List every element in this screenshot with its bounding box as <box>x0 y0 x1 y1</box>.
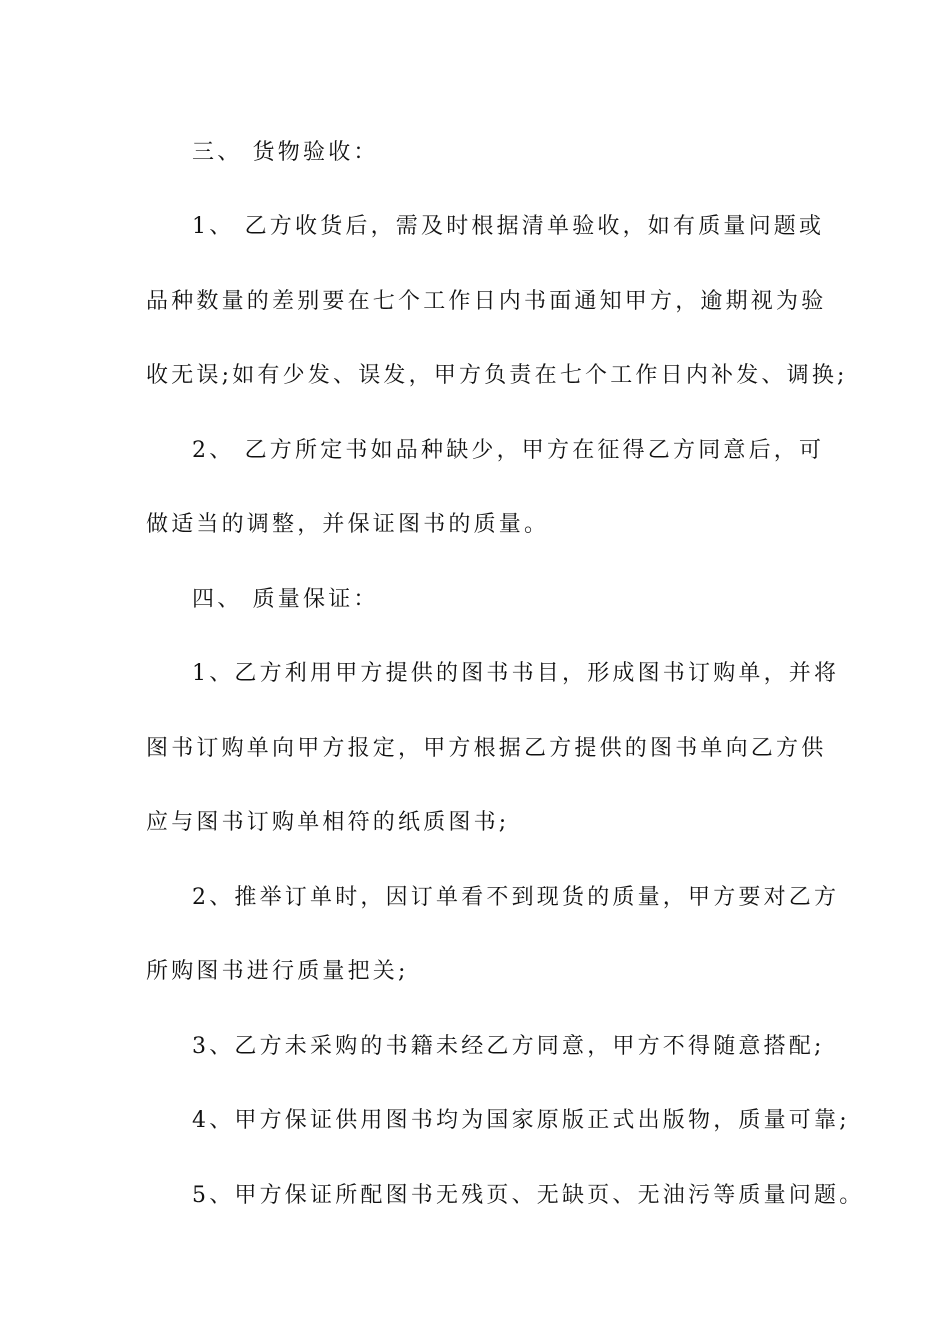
paragraph-line: 图书订购单向甲方报定，甲方根据乙方提供的图书单向乙方供 <box>146 736 827 761</box>
paragraph-line: 2、 乙方所定书如品种缺少，甲方在征得乙方同意后，可 <box>192 438 825 463</box>
paragraph-line: 收无误;如有少发、误发，甲方负责在七个工作日内补发、调换; <box>146 363 848 388</box>
paragraph-line: 品种数量的差别要在七个工作日内书面通知甲方，逾期视为验 <box>146 289 827 314</box>
paragraph-line: 1、乙方利用甲方提供的图书书目，形成图书订购单，并将 <box>192 661 840 686</box>
paragraph-line: 做适当的调整，并保证图书的质量。 <box>146 512 550 537</box>
section-heading-acceptance: 三、 货物验收： <box>192 140 379 165</box>
paragraph-line: 1、 乙方收货后，需及时根据清单验收，如有质量问题或 <box>192 214 825 239</box>
section-heading-quality: 四、 质量保证： <box>192 587 379 612</box>
paragraph-line: 2、推举订单时，因订单看不到现货的质量，甲方要对乙方 <box>192 885 840 910</box>
paragraph-line: 所购图书进行质量把关; <box>146 959 409 984</box>
paragraph-line: 4、甲方保证供用图书均为国家原版正式出版物，质量可靠; <box>192 1108 850 1133</box>
paragraph-line: 5、甲方保证所配图书无残页、无缺页、无油污等质量问题。 <box>192 1183 865 1208</box>
paragraph-line: 3、乙方未采购的书籍未经乙方同意，甲方不得随意搭配; <box>192 1034 825 1059</box>
paragraph-line: 应与图书订购单相符的纸质图书; <box>146 810 510 835</box>
